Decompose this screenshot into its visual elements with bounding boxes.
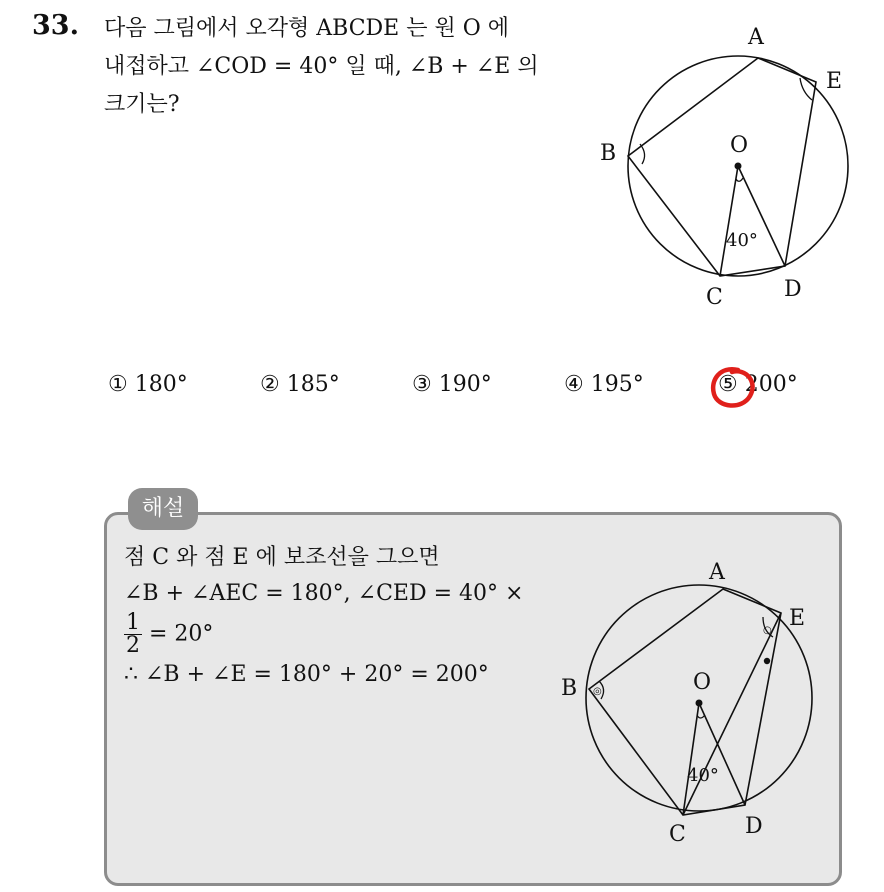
- answer-circle-mark: [708, 364, 758, 412]
- question-number: 33.: [32, 10, 79, 41]
- solution-line-2: ∠B + ∠AEC = 180°, ∠CED = 40° ×: [124, 581, 524, 606]
- label-c: C: [706, 285, 723, 310]
- segment-oc: [720, 166, 738, 276]
- angle-arc-o: [736, 178, 743, 181]
- angle-arc-o-solution: [697, 715, 705, 718]
- center-point: [735, 163, 742, 170]
- fraction-half: $\frac{1}{2}$: [126, 610, 140, 658]
- choice-1[interactable]: ① 180°: [108, 372, 188, 397]
- label-e-solution: E: [789, 606, 806, 631]
- choice-4[interactable]: ④ 195°: [564, 372, 644, 397]
- angle-dot-e: [764, 658, 770, 664]
- question-figure: [590, 20, 870, 320]
- question-line-1: 다음 그림에서 오각형 ABCDE 는 원 O 에: [104, 16, 510, 41]
- label-o: O: [730, 133, 749, 158]
- question-text: [104, 10, 584, 124]
- question-line-3: 크기는?: [104, 92, 180, 117]
- label-b-solution: B: [561, 676, 578, 701]
- choice-3[interactable]: ③ 190°: [412, 372, 492, 397]
- label-b: B: [600, 141, 617, 166]
- choice-5[interactable]: ⑤ 200°: [718, 372, 798, 397]
- solution-line-3: $\frac{1}{2}$ = 20°: [126, 610, 214, 658]
- angle-label-40: 40°: [726, 230, 758, 251]
- label-e: E: [826, 69, 843, 94]
- center-point-solution: [696, 700, 703, 707]
- question-line-2: 내접하고 ∠COD = 40° 일 때, ∠B + ∠E 의: [104, 54, 539, 79]
- solution-line-1: 점 C 와 점 E 에 보조선을 그으면: [124, 545, 440, 570]
- pentagon-abcde-solution: [589, 589, 781, 815]
- pentagon-abcde: [628, 58, 816, 276]
- angle-label-40-solution: 40°: [687, 765, 719, 786]
- label-a: A: [748, 25, 764, 50]
- segment-od: [738, 166, 785, 266]
- angle-mark-e: ○: [763, 625, 772, 636]
- label-c-solution: C: [669, 822, 686, 847]
- solution-text: [124, 540, 523, 693]
- solution-figure: [555, 555, 845, 855]
- solution-tab: 해설: [128, 488, 198, 530]
- label-d-solution: D: [745, 814, 763, 839]
- label-d: D: [784, 277, 802, 302]
- label-o-solution: O: [693, 670, 712, 695]
- angle-arc-e: [800, 78, 812, 100]
- label-a-solution: A: [709, 560, 725, 585]
- choice-2[interactable]: ② 185°: [260, 372, 340, 397]
- segment-od-solution: [699, 703, 745, 805]
- angle-mark-b: ◎: [593, 686, 602, 697]
- solution-line-4: ∴ ∠B + ∠E = 180° + 20° = 200°: [124, 662, 489, 687]
